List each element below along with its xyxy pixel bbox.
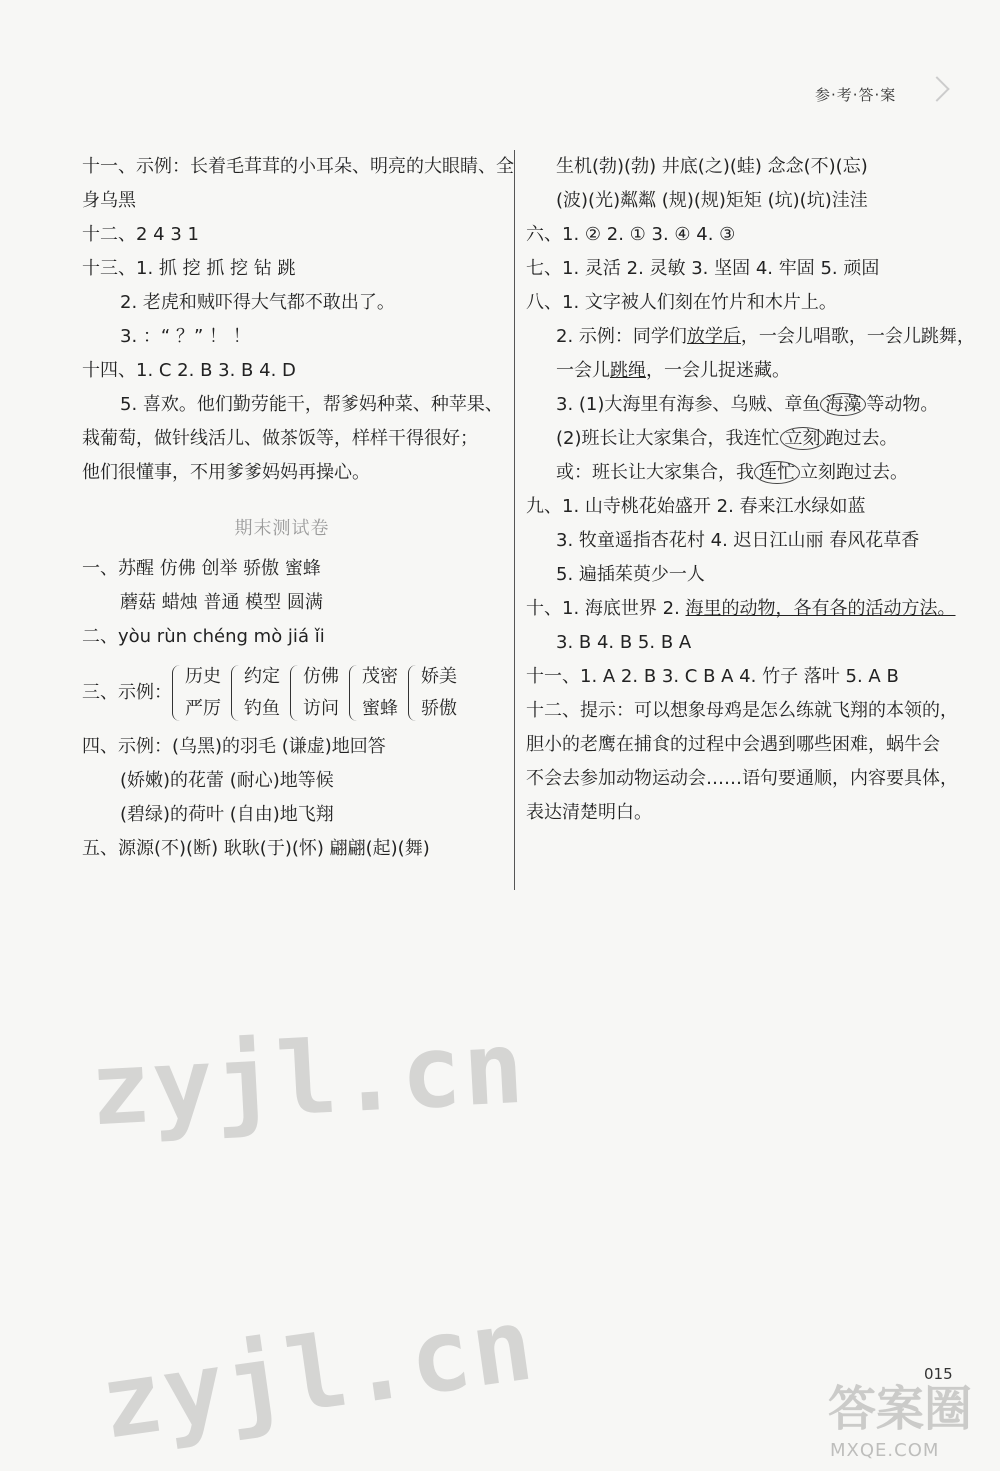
word: 骄傲 (421, 698, 457, 719)
word: 钓鱼 (244, 698, 280, 719)
text: 3. (1)大海里有海参、乌贼、章鱼 (556, 394, 821, 415)
answer-line: 二、yòu rùn chéng mò jiá ǐi (82, 626, 325, 647)
brace-group (349, 661, 398, 725)
word: 仿佛 (303, 666, 339, 687)
answer-line: 不会去参加动物运动会……语句要通顺，内容要具体， (526, 768, 958, 789)
left-column (82, 150, 514, 866)
answer-line: 十二、提示：可以想象母鸡是怎么练就飞翔的本领的， (526, 700, 958, 721)
answer-line (556, 422, 961, 456)
answer-line (556, 354, 961, 388)
answer-line: 2. 老虎和贼吓得大气都不敢出了。 (120, 292, 395, 313)
brace-icon (290, 665, 299, 721)
watermark: zyjl.cn (87, 1008, 529, 1149)
brace-icon (231, 665, 240, 721)
answer-line: 一、苏醒 仿佛 创举 骄傲 蜜蜂 (82, 558, 321, 579)
circled-word: 海藻 (820, 393, 866, 416)
underlined-text: 跳绳 (610, 360, 646, 381)
answer-line (556, 456, 961, 490)
answer-line: 3. ：“ ？” ！ ！ (120, 326, 251, 347)
brace-icon (349, 665, 358, 721)
underlined-text: 海里的动物，各有各的活动方法。 (685, 598, 956, 619)
brace-group (290, 661, 339, 725)
answer-line: (波)(光)粼粼 (规)(规)矩矩 (坑)(坑)洼洼 (556, 190, 868, 211)
answer-line (556, 388, 961, 422)
answer-line: 三、示例： (82, 682, 172, 703)
text: (2)班长让大家集合，我连忙 (556, 428, 780, 449)
page-header: 参·考·答·案 (815, 86, 897, 104)
answer-line: 蘑菇 蜡烛 普通 模型 圆满 (120, 592, 323, 613)
answer-line: 5. 遍插茱萸少一人 (556, 564, 705, 585)
word: 严厉 (185, 698, 221, 719)
answer-line: (碧绿)的荷叶 (自由)地飞翔 (120, 804, 334, 825)
watermark: zyjl.cn (93, 1285, 542, 1462)
answer-line: 十二、2 4 3 1 (82, 224, 199, 245)
text: ，一会儿唱歌，一会儿跳舞， (740, 326, 975, 347)
answer-line: 八、1. 文字被人们刻在竹片和木片上。 (526, 292, 837, 313)
corner-logo: 答案圈 (827, 1381, 972, 1437)
answer-line: 六、1. ② 2. ① 3. ④ 4. ③ (526, 224, 736, 245)
chevron-right-icon (924, 76, 949, 101)
text: 等动物。 (866, 394, 939, 415)
answer-line: 十一、1. A 2. B 3. C B A 4. 竹子 落叶 5. A B (526, 666, 899, 687)
column-divider (514, 150, 515, 890)
text: 2. 示例：同学们 (556, 326, 687, 347)
brace-icon (408, 665, 417, 721)
brace-group (172, 661, 221, 725)
answer-line: (娇嫩)的花蕾 (耐心)地等候 (120, 770, 334, 791)
circled-word: 立刻 (780, 427, 826, 450)
answer-line: 生机(勃)(勃) 井底(之)(蛙) 念念(不)(忘) (556, 156, 868, 177)
answer-line: 十四、1. C 2. B 3. B 4. D (82, 360, 296, 381)
word: 历史 (185, 666, 221, 687)
word: 访问 (303, 698, 339, 719)
text: 十、1. 海底世界 2. (526, 598, 686, 619)
answer-line: 十三、1. 抓 挖 抓 挖 钻 跳 (82, 258, 296, 279)
section-title: 期末测试卷 (234, 518, 330, 539)
circled-word: 连忙 (754, 461, 800, 484)
text: 或：班长让大家集合，我 (556, 462, 754, 483)
answer-line: 胆小的老鹰在捕食的过程中会遇到哪些困难，蜗牛会 (526, 734, 940, 755)
word: 约定 (244, 666, 280, 687)
text: 一会儿 (556, 360, 610, 381)
answer-line: 栽葡萄，做针线活儿、做茶饭等，样样干得很好； (82, 428, 478, 449)
answer-line: 四、示例：(乌黑)的羽毛 (谦虚)地回答 (82, 736, 386, 757)
answer-line: 十一、示例：长着毛茸茸的小耳朵、明亮的大眼睛、全 (82, 156, 514, 177)
answer-line (526, 592, 961, 626)
corner-url: MXQE.COM (830, 1440, 940, 1461)
answer-line: 七、1. 灵活 2. 灵敏 3. 坚固 4. 牢固 5. 顽固 (526, 258, 880, 279)
underlined-text: 放学后 (686, 326, 741, 347)
text: 跑过去。 (825, 428, 898, 449)
text: 立刻跑过去。 (800, 462, 908, 483)
brace-examples (82, 656, 497, 730)
answer-line: 他们很懂事，不用爹爹妈妈再操心。 (82, 462, 370, 483)
right-column (526, 150, 975, 830)
answer-line: 3. 牧童遥指杏花村 4. 迟日江山丽 春风花草香 (556, 530, 920, 551)
answer-line: 身乌黑 (82, 190, 136, 211)
word: 茂密 (362, 666, 398, 687)
answer-line: 九、1. 山寺桃花始盛开 2. 春来江水绿如蓝 (526, 496, 866, 517)
answer-line: 五、源源(不)(断) 耿耿(于)(怀) 翩翩(起)(舞) (82, 838, 430, 859)
word: 蜜蜂 (362, 698, 398, 719)
answer-line: 5. 喜欢。他们勤劳能干，帮爹妈种菜、种苹果、 (120, 394, 503, 415)
answer-line: 表达清楚明白。 (526, 802, 652, 823)
brace-icon (172, 665, 181, 721)
answer-line (556, 320, 975, 354)
answer-line: 3. B 4. B 5. B A (556, 632, 692, 653)
brace-group (408, 661, 457, 725)
page-number: 015 (924, 1365, 953, 1383)
text: ，一会儿捉迷藏。 (646, 360, 790, 381)
word: 娇美 (421, 666, 457, 687)
brace-group (231, 661, 280, 725)
